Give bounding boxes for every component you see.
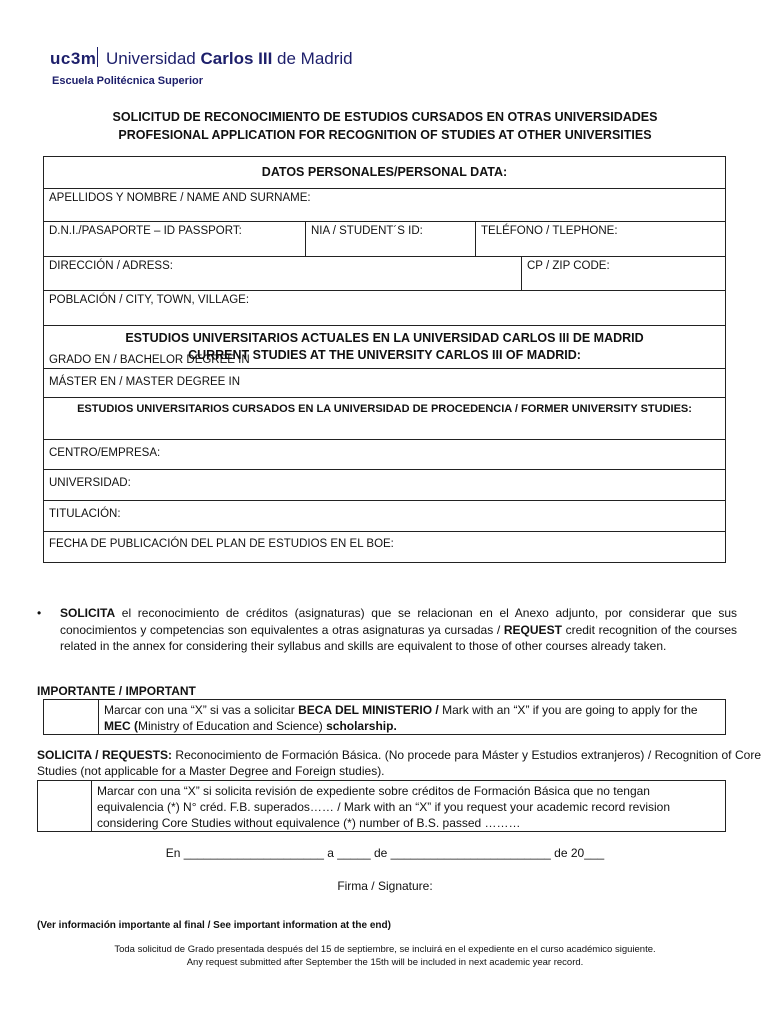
degree-label: TITULACIÓN: [49,508,121,520]
core-studies-row [37,780,726,832]
school-name: Escuela Politécnica Superior [52,75,204,87]
core-studies-box-text: Marcar con una “X” si solicita revisión de expediente sobre créditos de Formación Básica que no tengan equivalencia (*) N° créd. F.B. superados…… / Mark with an “X” if you request your academic record revision considering Core Studies without equivalence (*) number of B.S. passed ……… [97,784,671,830]
former-studies-heading-text: ESTUDIOS UNIVERSITARIOS CURSADOS EN LA UNIVERSIDAD DE PROCEDENCIA / FORMER UNIVERSITY STUDIES: [77,403,692,415]
zip-field[interactable] [521,257,725,290]
university-name [106,49,353,69]
request-bold-solicita: SOLICITA [60,606,116,620]
scholarship-row [43,699,726,735]
nia-field[interactable] [305,222,476,256]
requests-text: Reconocimiento de Formación Básica. (No procede para Máster y Estudios extranjeros) / Recognition of Core Studies (not applicable for a Master Degree and Foreign studies). [37,748,761,778]
boe-date-label: FECHA DE PUBLICACIÓN DEL PLAN DE ESTUDIOS EN EL BOE: [49,538,394,550]
see-info-note: (Ver información importante al final / See important information at the end) [37,920,391,931]
current-studies-heading-es: ESTUDIOS UNIVERSITARIOS ACTUALES EN LA UNIVERSIDAD CARLOS III DE MADRID [125,331,644,345]
scholarship-text-2: Mark with an “X” if you are going to apply for the [438,703,698,717]
city-label: POBLACIÓN / CITY, TOWN, VILLAGE: [49,294,250,306]
phone-field[interactable] [475,222,725,256]
university-label: UNIVERSIDAD: [49,477,131,489]
current-studies-section [44,326,725,369]
master-field[interactable] [44,369,725,398]
core-studies-checkbox[interactable] [38,781,92,831]
dni-label: D.N.I./PASAPORTE – ID PASSPORT: [49,225,242,237]
name-label: APELLIDOS Y NOMBRE / NAME AND SURNAME: [49,192,311,204]
university-name-post: de Madrid [272,49,353,68]
request-text-2: credit recognition of the courses related in the annex for considering their syllabus and skills are equivalent to those of other courses already taken. [60,622,737,653]
scholarship-bold-1: BECA DEL MINISTERIO / [298,703,439,717]
address-row [44,257,725,291]
university-field[interactable] [44,470,725,501]
university-name-pre: Universidad [106,49,201,68]
deadline-note-es: Toda solicitud de Grado presentada después del 15 de septiembre, se incluirá en el expediente en el curso académico siguiente. [114,944,656,955]
signature-label: Firma / Signature: [337,879,433,893]
scholarship-text-1: Marcar con una “X” si vas a solicitar [104,703,299,717]
title-spanish: SOLICITUD DE RECONOCIMIENTO DE ESTUDIOS CURSADOS EN OTRAS UNIVERSIDADES [112,110,658,124]
center-label: CENTRO/EMPRESA: [49,447,161,459]
scholarship-bold-2: MEC ( [104,719,138,733]
scholarship-bold-3: scholarship. [326,719,397,733]
request-paragraph [37,605,737,655]
requests-label: SOLICITA / REQUESTS: [37,748,172,762]
bachelor-label: GRADO EN / BACHELOR DEGREE IN [49,354,250,366]
degree-field[interactable] [44,501,725,532]
core-studies-paragraph [37,747,761,779]
request-text-1: el reconocimiento de créditos (asignaturas) que se relacionan en el Anexo adjunto, por considerar que sus conocimientos y competencias son equivalentes a otras asignaturas ya cursadas / [60,606,737,637]
personal-data-heading [44,157,725,189]
current-studies-heading-en: CURRENT STUDIES AT THE UNIVERSITY CARLOS III OF MADRID: [188,348,581,362]
bullet-icon: • [37,606,42,620]
name-field[interactable] [44,189,725,222]
nia-label: NIA / STUDENT´S ID: [311,225,423,237]
important-heading: IMPORTANTE / IMPORTANT [37,684,196,698]
address-label: DIRECCIÓN / ADRESS: [49,260,173,272]
city-field[interactable] [44,291,725,326]
scholarship-checkbox[interactable] [44,700,99,734]
deadline-note-en: Any request submitted after September the 15th will be included in next academic year record. [186,957,584,968]
title-english: PROFESIONAL APPLICATION FOR RECOGNITION OF STUDIES AT OTHER UNIVERSITIES [118,128,652,142]
request-bold-request: REQUEST [503,622,562,637]
center-field[interactable] [44,440,725,470]
logo-divider [97,47,98,67]
scholarship-text-3: Ministry of Education and Science) [138,719,327,733]
master-label: MÁSTER EN / MASTER DEGREE IN [49,376,241,388]
former-studies-heading [44,398,725,440]
personal-data-heading-text: DATOS PERSONALES/PERSONAL DATA: [261,165,508,179]
phone-label: TELÉFONO / TLEPHONE: [481,225,618,237]
scholarship-text [104,702,719,734]
date-line[interactable]: En _____________________ a _____ de ________________________ de 20___ [165,846,605,860]
zip-label: CP / ZIP CODE: [527,260,610,272]
id-row [44,222,725,257]
application-form-table [43,156,726,563]
university-name-bold: Carlos III [200,49,273,68]
request-text [60,605,737,655]
uc3m-logo-mark: uc3m [50,49,97,68]
boe-date-field[interactable] [44,532,725,562]
